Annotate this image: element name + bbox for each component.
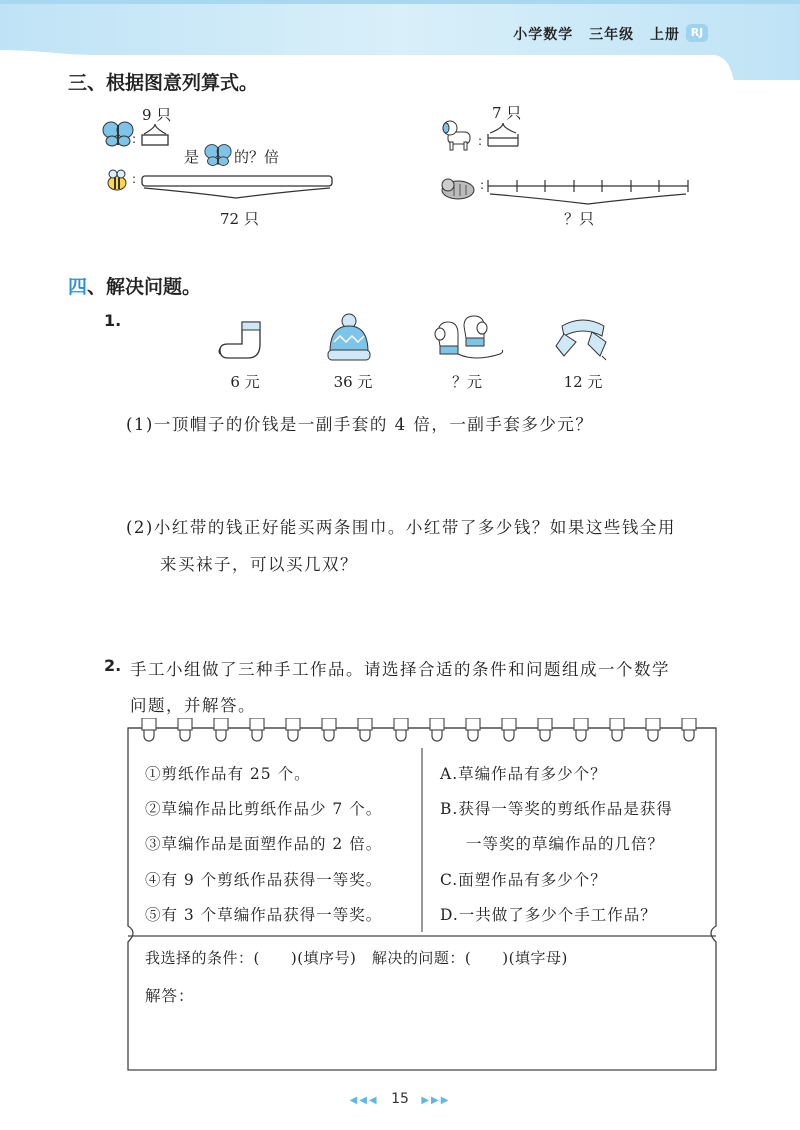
next-arrows-icon: ▶▶▶ [421, 1095, 451, 1106]
page-number: 15 [391, 1091, 409, 1107]
section4-text: 、解决问题。 [87, 276, 202, 298]
bee-total: 72 只 [220, 210, 259, 228]
dog-count: 7 只 [492, 104, 522, 122]
prev-arrows-icon: ◀◀◀ [349, 1095, 379, 1106]
butterfly-icon-small [204, 142, 232, 168]
question-post: 的？倍 [234, 148, 280, 166]
section4-number: 四 [68, 276, 88, 298]
header-volume: 上册 [650, 27, 680, 43]
cat-icon [438, 174, 478, 202]
butterfly-icon [102, 120, 137, 148]
page-footer [0, 1091, 800, 1107]
choice-line[interactable]: 我选择的条件：( )(填序号) 解决的问题：( )(填字母) [145, 949, 568, 967]
gloves-icon [430, 314, 510, 364]
edition-badge: RJ [686, 24, 708, 42]
header-title [503, 24, 680, 44]
cat-total: ？只 [564, 210, 595, 228]
header-subject: 小学数学 [513, 27, 574, 43]
section4-title [68, 272, 201, 299]
diagram-butterfly-bee [100, 106, 340, 230]
condition-3: ③草编作品是面塑作品的 2 倍。 [145, 835, 383, 853]
sock-icon [216, 318, 272, 364]
condition-4: ④有 9 个剪纸作品获得一等奖。 [145, 871, 383, 889]
colon-1: : [132, 132, 137, 146]
butterfly-count: 9 只 [142, 106, 172, 124]
q2-line2: 问题，并解答。 [130, 696, 256, 715]
q1-sub2-line2: 来买袜子，可以买几双？ [160, 555, 358, 574]
question-d: D.一共做了多少个手工作品？ [440, 906, 657, 924]
hat-icon [324, 312, 374, 364]
condition-1: ①剪纸作品有 25 个。 [145, 765, 311, 783]
dog-icon [440, 118, 476, 152]
colon-2: : [132, 172, 137, 186]
q2-number: 2. [104, 656, 122, 675]
diagram-dog-cat [438, 104, 698, 228]
price-scarf: 12 元 [563, 373, 603, 391]
q1-sub2-line1: (2)小红带的钱正好能买两条围巾。小红带了多少钱？如果这些钱全用 [126, 518, 676, 537]
price-sock: 6 元 [230, 373, 260, 391]
question-a: A.草编作品有多少个？ [440, 765, 607, 783]
header-grade: 三年级 [589, 27, 635, 43]
answer-label: 解答： [145, 987, 195, 1005]
colon-4: : [480, 178, 485, 192]
question-pre: 是 [184, 148, 200, 166]
price-hat: 36 元 [333, 373, 373, 391]
section3-title: 三、根据图意列算式。 [68, 72, 259, 94]
price-gloves: ？元 [451, 373, 482, 391]
question-b-line2: 一等奖的草编作品的几倍？ [466, 835, 665, 853]
question-c: C.面塑作品有多少个？ [440, 871, 607, 889]
colon-3: : [478, 134, 483, 148]
condition-2: ②草编作品比剪纸作品少 7 个。 [145, 800, 383, 818]
q1-sub1: (1)一顶帽子的价钱是一副手套的 4 倍，一副手套多少元？ [126, 415, 594, 434]
question-b-line1: B.获得一等奖的剪纸作品是获得 [440, 800, 673, 818]
condition-5: ⑤有 3 个草编作品获得一等奖。 [145, 906, 383, 924]
q2-line1: 手工小组做了三种手工作品。请选择合适的条件和问题组成一个数学 [130, 660, 670, 679]
scarf-icon [552, 312, 614, 364]
bee-icon [104, 168, 130, 194]
q1-number: 1. [104, 311, 122, 330]
